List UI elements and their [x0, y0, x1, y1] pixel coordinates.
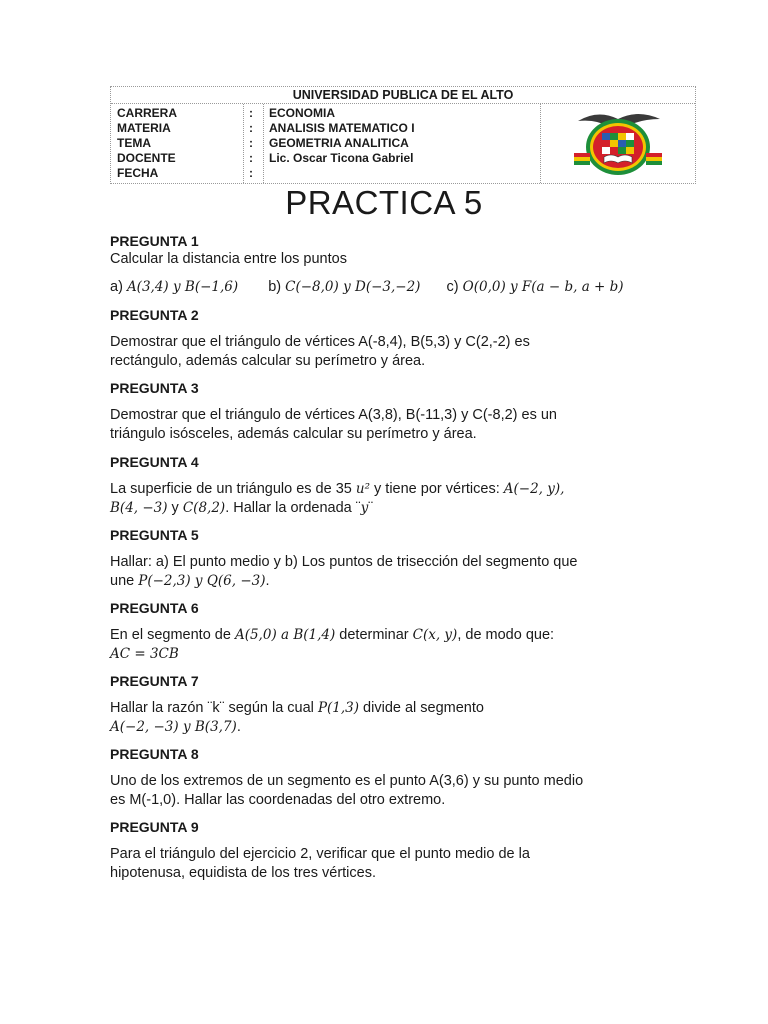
math-span: C(8,2) — [182, 500, 226, 516]
question-text: Uno de los extremos de un segmento es el punto A(3,6) y su punto medio — [110, 773, 584, 789]
text-span: . Hallar la ordenada ¨ — [225, 500, 361, 516]
text-span: ¨ — [368, 500, 374, 516]
text-span: y — [167, 500, 183, 516]
question-text: hipotenusa, equidista de los tres vértices. — [110, 865, 376, 881]
question-text — [110, 480, 670, 499]
question-text — [110, 499, 670, 518]
value-carrera: ECONOMIA — [269, 106, 335, 120]
text-span: y tiene por vértices: — [369, 481, 504, 497]
header-colons — [244, 104, 264, 183]
question-5 — [110, 526, 670, 591]
header-table — [110, 86, 696, 184]
colon: : — [249, 151, 253, 165]
math-span: A(−2, y), — [503, 481, 565, 497]
question-text — [110, 645, 670, 664]
math-span: B(4, −3) — [110, 500, 168, 516]
math-span: AC = 3CB — [110, 646, 179, 662]
question-1 — [110, 232, 670, 297]
question-9 — [110, 818, 670, 883]
text-span: . — [236, 719, 241, 735]
question-text: Demostrar que el triángulo de vértices A(-8,4), B(5,3) y C(2,-2) es — [110, 334, 530, 350]
option-label: a) — [110, 279, 123, 295]
label-carrera: CARRERA — [117, 106, 177, 120]
colon: : — [249, 121, 253, 135]
question-text: Calcular la distancia entre los puntos — [110, 251, 347, 267]
math-span: A(−2, −3) y B(3,7) — [110, 719, 237, 735]
question-8 — [110, 745, 670, 810]
question-text: triángulo isósceles, además calcular su perímetro y área. — [110, 426, 477, 442]
question-2 — [110, 306, 670, 371]
text-span: une — [110, 573, 139, 589]
header-labels — [111, 104, 244, 183]
question-title: PREGUNTA 4 — [110, 454, 199, 470]
question-text: rectángulo, además calcular su perímetro y área. — [110, 353, 426, 369]
question-title: PREGUNTA 1 — [110, 233, 199, 249]
question-title: PREGUNTA 6 — [110, 600, 199, 616]
math-span: P(−2,3) y Q(6, −3) — [138, 573, 266, 589]
question-text — [110, 572, 670, 591]
question-title: PREGUNTA 2 — [110, 307, 199, 323]
question-text — [110, 699, 670, 718]
label-materia: MATERIA — [117, 121, 171, 135]
text-span: En el segmento de — [110, 627, 235, 643]
question-text: es M(-1,0). Hallar las coordenadas del otro extremo. — [110, 792, 446, 808]
option-math: C(−8,0) y D(−3,−2) — [285, 279, 421, 295]
question-text — [110, 626, 670, 645]
question-options — [110, 278, 670, 297]
question-3 — [110, 379, 670, 444]
text-span: , de modo que: — [457, 627, 555, 643]
math-span: P(1,3) — [317, 700, 360, 716]
question-text: Hallar: a) El punto medio y b) Los puntos de trisección del segmento que — [110, 554, 578, 570]
colon: : — [249, 166, 253, 180]
text-span: La superficie de un triángulo es de 35 — [110, 481, 356, 497]
math-span: C(x, y) — [412, 627, 458, 643]
question-title: PREGUNTA 7 — [110, 673, 199, 689]
question-title: PREGUNTA 3 — [110, 380, 199, 396]
math-span: y — [360, 500, 369, 516]
question-text: Para el triángulo del ejercicio 2, verificar que el punto medio de la — [110, 846, 530, 862]
question-7 — [110, 672, 670, 737]
text-span: . — [265, 573, 270, 589]
logo-cell — [541, 104, 695, 183]
header-values — [264, 104, 541, 183]
question-text: Demostrar que el triángulo de vértices A(3,8), B(-11,3) y C(-8,2) es un — [110, 407, 558, 423]
header-body — [111, 104, 695, 183]
option-label: b) — [268, 279, 282, 295]
colon: : — [249, 136, 253, 150]
value-fecha — [269, 166, 540, 181]
text-span: Hallar la razón ¨k¨ según la cual — [110, 700, 318, 716]
value-docente: Lic. Oscar Ticona Gabriel — [269, 151, 414, 165]
university-name: UNIVERSIDAD PUBLICA DE EL ALTO — [111, 87, 695, 104]
page-title: PRACTICA 5 — [285, 184, 483, 221]
university-seal-icon — [568, 107, 668, 181]
math-span: u² — [355, 481, 370, 497]
option-math: A(3,4) y B(−1,6) — [126, 279, 239, 295]
label-docente: DOCENTE — [117, 151, 176, 165]
math-span: A(5,0) a B(1,4) — [234, 627, 336, 643]
value-materia: ANALISIS MATEMATICO I — [269, 121, 415, 135]
text-span: divide al segmento — [359, 700, 484, 716]
question-4 — [110, 453, 670, 518]
option-label: c) — [446, 279, 459, 295]
question-title: PREGUNTA 5 — [110, 527, 199, 543]
colon: : — [249, 106, 253, 120]
value-tema: GEOMETRIA ANALITICA — [269, 136, 409, 150]
question-text — [110, 718, 670, 737]
question-6 — [110, 599, 670, 664]
label-tema: TEMA — [117, 136, 151, 150]
text-span: determinar — [335, 627, 413, 643]
label-fecha: FECHA — [117, 166, 159, 180]
option-math: O(0,0) y F(a − b, a + b) — [462, 279, 624, 295]
question-title: PREGUNTA 8 — [110, 746, 199, 762]
question-title: PREGUNTA 9 — [110, 819, 199, 835]
